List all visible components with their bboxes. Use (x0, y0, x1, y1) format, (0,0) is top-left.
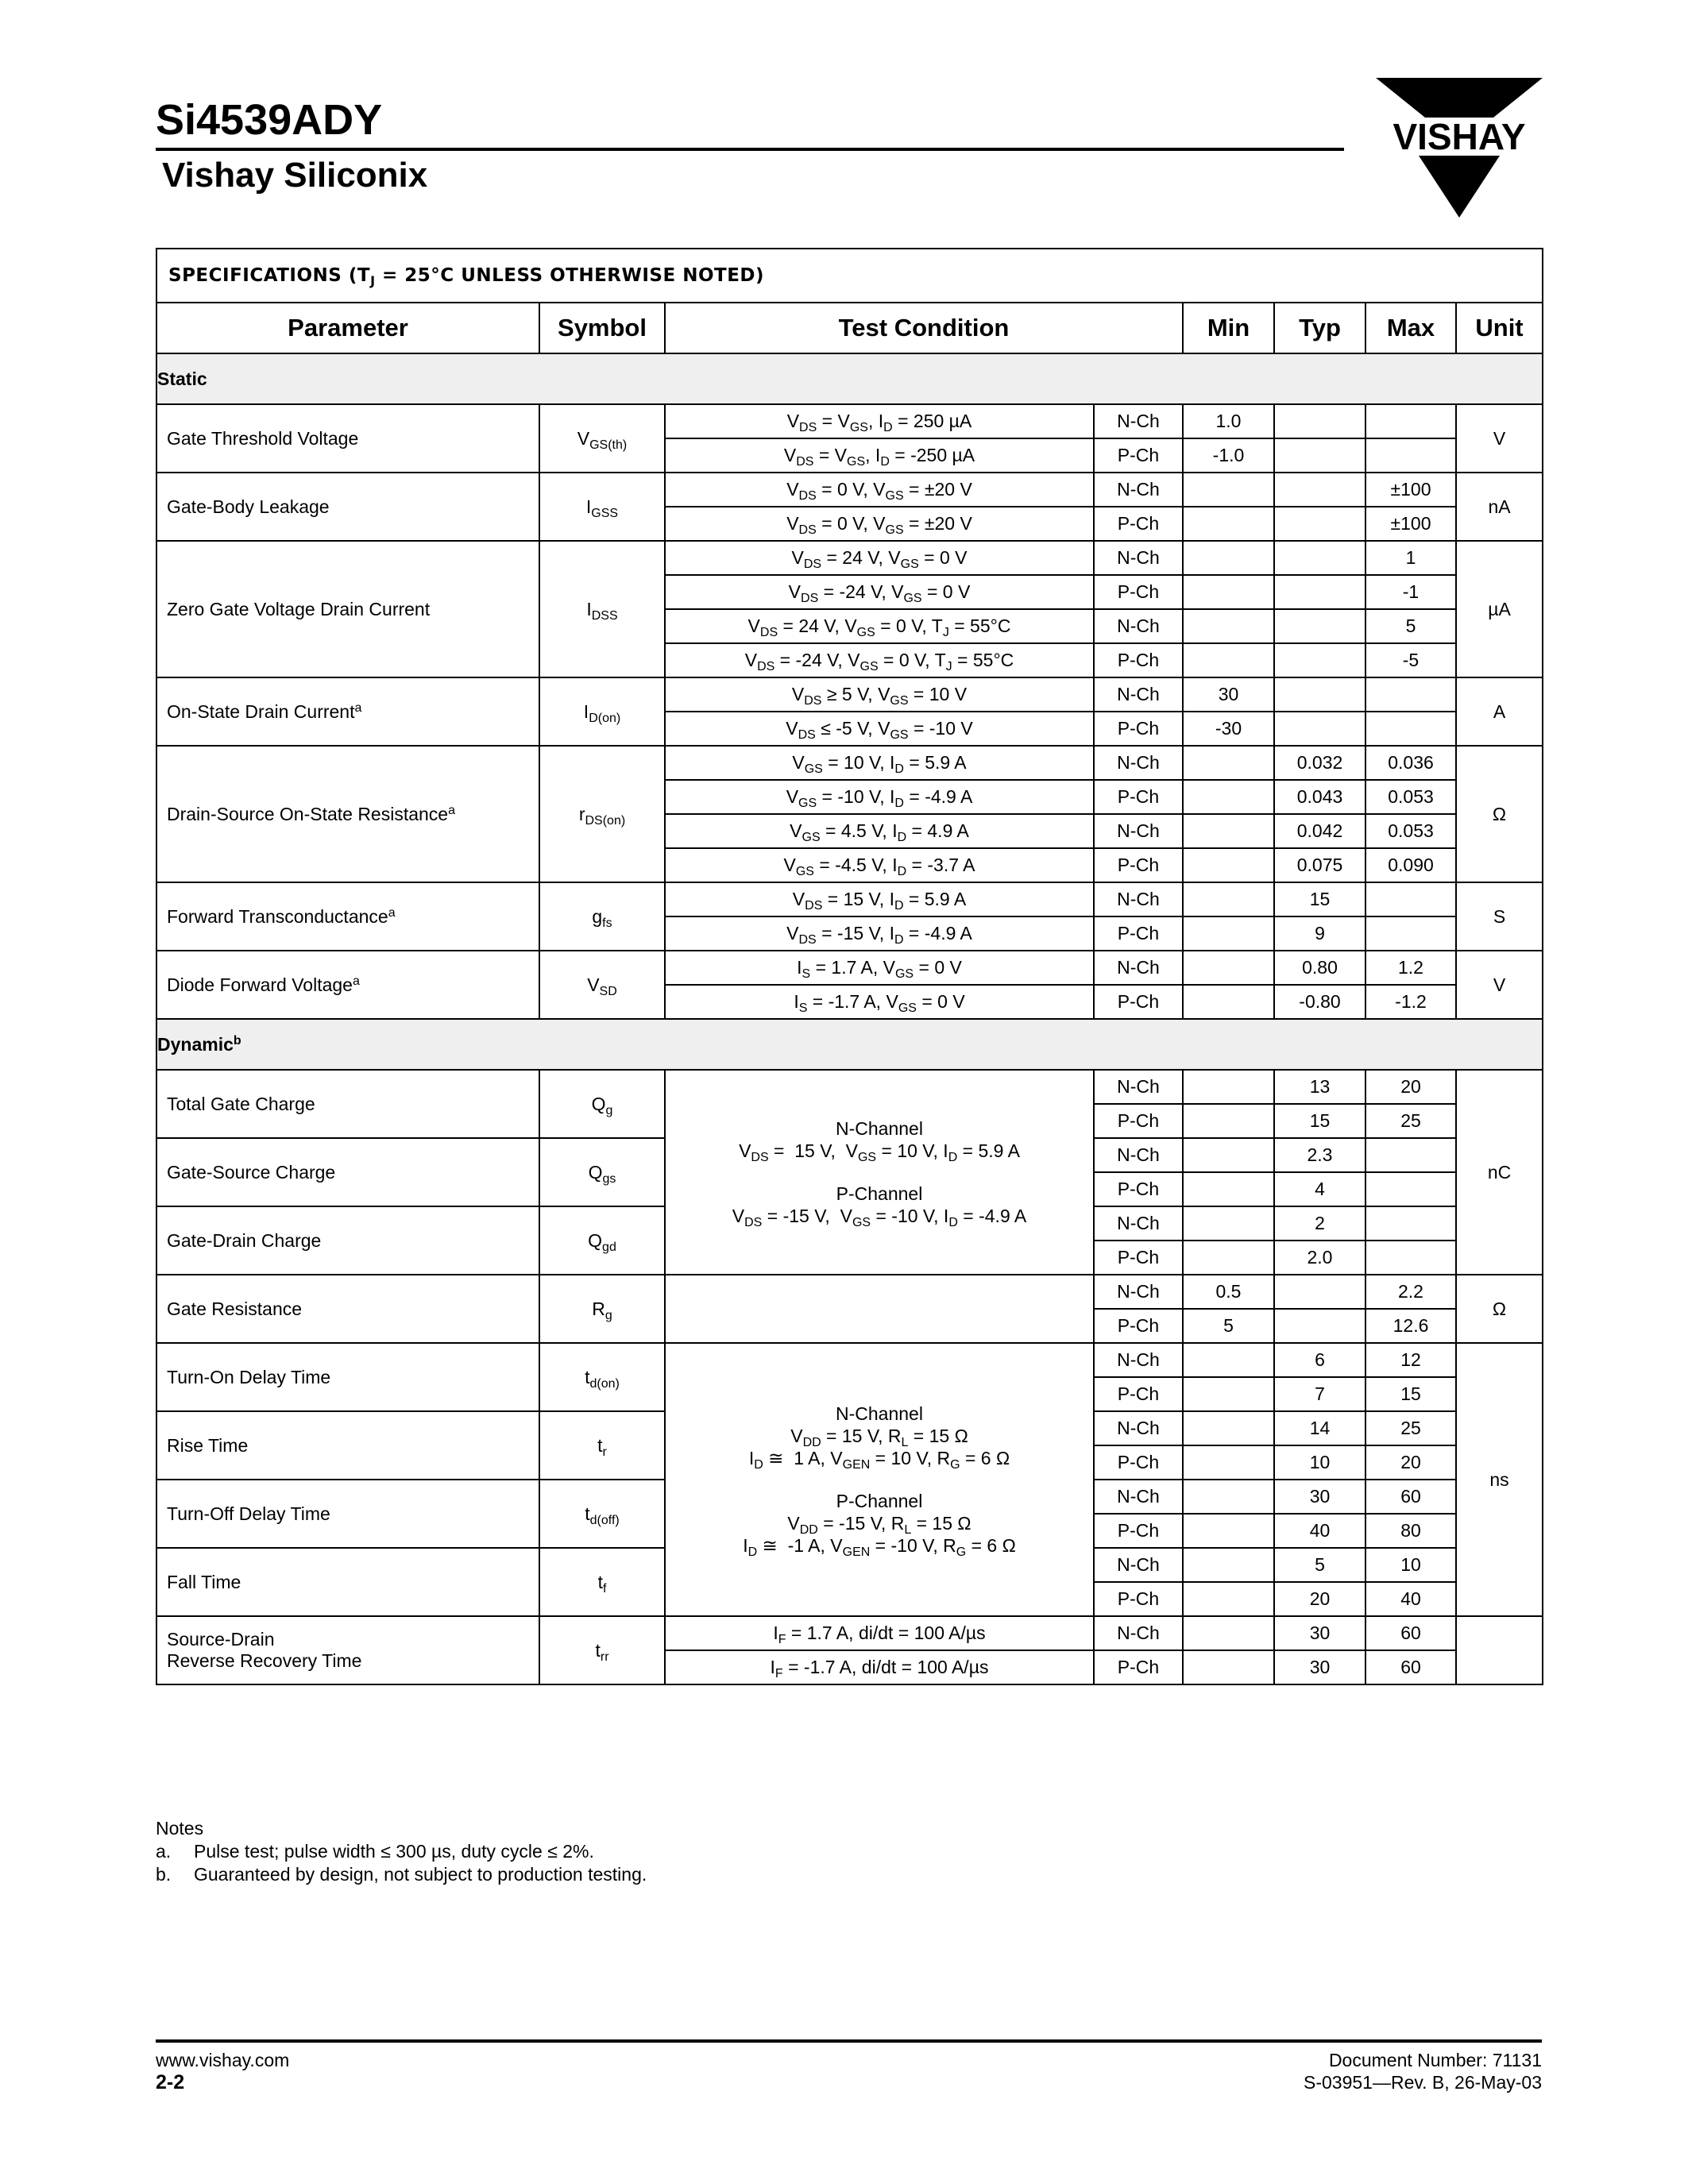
max-cell (1365, 404, 1456, 438)
max-cell: 25 (1365, 1411, 1456, 1445)
unit-cell: µA (1456, 541, 1543, 677)
symbol-cell: $r_{DS(on)}$ (539, 746, 665, 882)
channel-cell: P-Ch (1094, 1241, 1183, 1275)
typ-cell: 30 (1274, 1480, 1365, 1514)
col-parameter: Parameter (156, 303, 539, 353)
typ-cell: 0.032 (1274, 746, 1365, 780)
min-cell (1183, 1172, 1274, 1206)
condition-cell: N-Channel $V_{DD} = 15$ V, $R_L = 15$ Ω $I_D$ ≅ 1 A, $V_{GEN} = 10$ V, $R_G = 6$ Ω P-Channel $V_{DD} = -15$ V, $R_L = 15$ Ω $I_D$ ≅ -1 A, $V_{GEN} = -10$ V, $R_G = 6$ Ω (665, 1343, 1094, 1616)
max-cell: 0.053 (1365, 814, 1456, 848)
channel-cell: P-Ch (1094, 438, 1183, 473)
table-row (156, 746, 1543, 780)
min-cell (1183, 1206, 1274, 1241)
parameter-cell: Turn-Off Delay Time (156, 1480, 539, 1548)
typ-cell: 40 (1274, 1514, 1365, 1548)
table-row (156, 541, 1543, 575)
notes-heading: Notes (156, 1818, 204, 1839)
section-static-label: Static (156, 353, 1543, 404)
logo-top-band (1376, 78, 1543, 118)
channel-cell: N-Ch (1094, 541, 1183, 575)
condition-cell: $V_{DS} = 0$ V, $V_{GS} = \pm 20$ V (665, 473, 1094, 507)
channel-cell: P-Ch (1094, 643, 1183, 677)
max-cell (1365, 916, 1456, 951)
unit-cell: Ω (1456, 1275, 1543, 1343)
section-dynamic (156, 1019, 1543, 1070)
max-cell (1365, 712, 1456, 746)
unit-cell: S (1456, 882, 1543, 951)
symbol-cell: $t_{rr}$ (539, 1616, 665, 1684)
typ-cell: 7 (1274, 1377, 1365, 1411)
footer-left (156, 2049, 289, 2093)
channel-cell: P-Ch (1094, 1650, 1183, 1684)
table-title: SPECIFICATIONS ($T_J = 25^\circ C$ UNLESS OTHERWISE NOTED) (156, 249, 1543, 303)
min-cell: -1.0 (1183, 438, 1274, 473)
min-cell (1183, 1445, 1274, 1480)
footer-right (1304, 2049, 1542, 2093)
channel-cell: P-Ch (1094, 712, 1183, 746)
min-cell (1183, 575, 1274, 609)
unit-cell: V (1456, 404, 1543, 473)
max-cell: 0.090 (1365, 848, 1456, 882)
notes (156, 1817, 647, 1886)
condition-cell: $V_{GS} = 10$ V, $I_D = 5.9$ A (665, 746, 1094, 780)
parameter-cell: Gate-Source Charge (156, 1138, 539, 1206)
typ-cell: 2.3 (1274, 1138, 1365, 1172)
max-cell: 12.6 (1365, 1309, 1456, 1343)
channel-cell: N-Ch (1094, 951, 1183, 985)
parameter-cell: Total Gate Charge (156, 1070, 539, 1138)
min-cell (1183, 1616, 1274, 1650)
typ-cell: -0.80 (1274, 985, 1365, 1019)
condition-cell: $V_{DS} = V_{GS}$, $I_D = -250$ µA (665, 438, 1094, 473)
min-cell: 30 (1183, 677, 1274, 712)
condition-cell: $V_{DS} = 24$ V, $V_{GS} = 0$ V, $T_J = 55^\circ C$ (665, 609, 1094, 643)
condition-cell: $V_{DS} = 15$ V, $I_D = 5.9$ A (665, 882, 1094, 916)
min-cell (1183, 1514, 1274, 1548)
max-cell (1365, 1241, 1456, 1275)
table-row (156, 882, 1543, 916)
typ-cell (1274, 541, 1365, 575)
symbol-cell: $R_g$ (539, 1275, 665, 1343)
typ-cell (1274, 609, 1365, 643)
min-cell (1183, 1138, 1274, 1172)
typ-cell: 0.042 (1274, 814, 1365, 848)
symbol-cell: $I_{D(on)}$ (539, 677, 665, 746)
condition-cell: $V_{DS} \le -5$ V, $V_{GS} = -10$ V (665, 712, 1094, 746)
typ-cell: 20 (1274, 1582, 1365, 1616)
unit-cell: nC (1456, 1070, 1543, 1275)
max-cell: 2.2 (1365, 1275, 1456, 1309)
max-cell: -5 (1365, 643, 1456, 677)
parameter-cell: Gate-Drain Charge (156, 1206, 539, 1275)
condition-cell: $V_{DS} = 0$ V, $V_{GS} = \pm 20$ V (665, 507, 1094, 541)
unit-cell (1456, 1616, 1543, 1684)
min-cell (1183, 1241, 1274, 1275)
min-cell (1183, 1480, 1274, 1514)
min-cell (1183, 473, 1274, 507)
max-cell (1365, 677, 1456, 712)
parameter-cell: Source-Drain Reverse Recovery Time (156, 1616, 539, 1684)
max-cell: -1 (1365, 575, 1456, 609)
typ-cell: 14 (1274, 1411, 1365, 1445)
max-cell: -1.2 (1365, 985, 1456, 1019)
typ-cell (1274, 1309, 1365, 1343)
table-row (156, 677, 1543, 712)
symbol-cell: $Q_g$ (539, 1070, 665, 1138)
condition-cell: $V_{GS} = 4.5$ V, $I_D = 4.9$ A (665, 814, 1094, 848)
page-number: 2-2 (156, 2071, 185, 2093)
parameter-cell: Drain-Source On-State Resistance$^a$ (156, 746, 539, 882)
channel-cell: P-Ch (1094, 780, 1183, 814)
min-cell (1183, 814, 1274, 848)
min-cell: -30 (1183, 712, 1274, 746)
typ-cell (1274, 712, 1365, 746)
part-number: Si4539ADY (156, 96, 383, 144)
table-row (156, 951, 1543, 985)
specifications-table (156, 248, 1543, 1685)
symbol-cell: $I_{DSS}$ (539, 541, 665, 677)
max-cell: 12 (1365, 1343, 1456, 1377)
parameter-cell: Fall Time (156, 1548, 539, 1616)
min-cell (1183, 1650, 1274, 1684)
unit-cell: Ω (1456, 746, 1543, 882)
condition-cell: $I_F = -1.7$ A, di/dt = 100 A/µs (665, 1650, 1094, 1684)
min-cell (1183, 1343, 1274, 1377)
max-cell: 60 (1365, 1616, 1456, 1650)
channel-cell: N-Ch (1094, 814, 1183, 848)
channel-cell: P-Ch (1094, 1172, 1183, 1206)
col-unit: Unit (1456, 303, 1543, 353)
max-cell: 20 (1365, 1070, 1456, 1104)
min-cell: 1.0 (1183, 404, 1274, 438)
logo-text: VISHAY (1393, 116, 1526, 157)
max-cell (1365, 1138, 1456, 1172)
max-cell: 5 (1365, 609, 1456, 643)
typ-cell: 0.043 (1274, 780, 1365, 814)
channel-cell: N-Ch (1094, 609, 1183, 643)
channel-cell: P-Ch (1094, 1309, 1183, 1343)
unit-cell: nA (1456, 473, 1543, 541)
header-rule (156, 148, 1344, 151)
channel-cell: N-Ch (1094, 1411, 1183, 1445)
col-test-condition: Test Condition (665, 303, 1183, 353)
unit-cell: A (1456, 677, 1543, 746)
condition-cell: $I_S = -1.7$ A, $V_{GS} = 0$ V (665, 985, 1094, 1019)
table-header-row (156, 303, 1543, 353)
max-cell: 20 (1365, 1445, 1456, 1480)
parameter-cell: Gate-Body Leakage (156, 473, 539, 541)
typ-cell: 13 (1274, 1070, 1365, 1104)
max-cell: 1 (1365, 541, 1456, 575)
condition-cell: N-Channel $V_{DS} = 15$ V, $V_{GS} = 10$ V, $I_D = 5.9$ A P-Channel $V_{DS} = -15$ V, $V_{GS} = -10$ V, $I_D = -4.9$ A (665, 1070, 1094, 1275)
channel-cell: P-Ch (1094, 1445, 1183, 1480)
note-label: a. (156, 1841, 172, 1862)
col-typ: Typ (1274, 303, 1365, 353)
symbol-cell: $Q_{gs}$ (539, 1138, 665, 1206)
note-text: Guaranteed by design, not subject to production testing. (194, 1864, 647, 1885)
table-row (156, 1275, 1543, 1309)
min-cell (1183, 507, 1274, 541)
typ-cell: 2 (1274, 1206, 1365, 1241)
max-cell: 25 (1365, 1104, 1456, 1138)
typ-cell (1274, 507, 1365, 541)
min-cell (1183, 1582, 1274, 1616)
channel-cell: N-Ch (1094, 677, 1183, 712)
parameter-cell: Gate Threshold Voltage (156, 404, 539, 473)
table-row (156, 1070, 1543, 1104)
typ-cell: 0.80 (1274, 951, 1365, 985)
vishay-logo (1374, 76, 1544, 219)
symbol-cell: $Q_{gd}$ (539, 1206, 665, 1275)
note-label: b. (156, 1864, 172, 1885)
condition-cell: $V_{DS} = V_{GS}$, $I_D = 250$ µA (665, 404, 1094, 438)
logo-triangle (1419, 156, 1500, 218)
parameter-cell: Rise Time (156, 1411, 539, 1480)
channel-cell: P-Ch (1094, 916, 1183, 951)
min-cell (1183, 1377, 1274, 1411)
col-symbol: Symbol (539, 303, 665, 353)
col-max: Max (1365, 303, 1456, 353)
max-cell (1365, 1206, 1456, 1241)
table-row (156, 1616, 1543, 1650)
unit-cell: V (1456, 951, 1543, 1019)
table-row (156, 1343, 1543, 1377)
typ-cell: 4 (1274, 1172, 1365, 1206)
note-a (156, 1840, 647, 1863)
channel-cell: P-Ch (1094, 1514, 1183, 1548)
condition-cell: $V_{DS} \ge 5$ V, $V_{GS} = 10$ V (665, 677, 1094, 712)
symbol-cell: $t_r$ (539, 1411, 665, 1480)
table-row (156, 473, 1543, 507)
channel-cell: P-Ch (1094, 1377, 1183, 1411)
symbol-cell: $t_{d(on)}$ (539, 1343, 665, 1411)
channel-cell: N-Ch (1094, 882, 1183, 916)
channel-cell: N-Ch (1094, 1206, 1183, 1241)
max-cell: 80 (1365, 1514, 1456, 1548)
company-name: Vishay Siliconix (162, 156, 428, 195)
typ-cell: 10 (1274, 1445, 1365, 1480)
channel-cell: N-Ch (1094, 1616, 1183, 1650)
min-cell (1183, 1548, 1274, 1582)
max-cell: 10 (1365, 1548, 1456, 1582)
channel-cell: P-Ch (1094, 507, 1183, 541)
channel-cell: P-Ch (1094, 985, 1183, 1019)
col-min: Min (1183, 303, 1274, 353)
min-cell (1183, 951, 1274, 985)
typ-cell: 6 (1274, 1343, 1365, 1377)
min-cell (1183, 1070, 1274, 1104)
typ-cell (1274, 575, 1365, 609)
condition-cell: $V_{GS} = -10$ V, $I_D = -4.9$ A (665, 780, 1094, 814)
condition-cell: $I_F = 1.7$ A, di/dt = 100 A/µs (665, 1616, 1094, 1650)
parameter-cell: Gate Resistance (156, 1275, 539, 1343)
max-cell: 15 (1365, 1377, 1456, 1411)
parameter-cell: On-State Drain Current$^a$ (156, 677, 539, 746)
condition-cell: $V_{DS} = -15$ V, $I_D = -4.9$ A (665, 916, 1094, 951)
channel-cell: P-Ch (1094, 1104, 1183, 1138)
parameter-cell: Forward Transconductance$^a$ (156, 882, 539, 951)
table-row (156, 404, 1543, 438)
channel-cell: N-Ch (1094, 1548, 1183, 1582)
note-b (156, 1863, 647, 1886)
typ-cell: 2.0 (1274, 1241, 1365, 1275)
typ-cell: 15 (1274, 1104, 1365, 1138)
min-cell: 0.5 (1183, 1275, 1274, 1309)
max-cell (1365, 882, 1456, 916)
min-cell (1183, 882, 1274, 916)
note-text: Pulse test; pulse width ≤ 300 µs, duty cycle ≤ 2%. (194, 1841, 594, 1862)
max-cell: 1.2 (1365, 951, 1456, 985)
section-dynamic-label: Dynamic$^b$ (156, 1019, 1543, 1070)
typ-cell: 15 (1274, 882, 1365, 916)
parameter-cell: Diode Forward Voltage$^a$ (156, 951, 539, 1019)
symbol-cell: $t_f$ (539, 1548, 665, 1616)
max-cell: 60 (1365, 1650, 1456, 1684)
condition-cell: $V_{GS} = -4.5$ V, $I_D = -3.7$ A (665, 848, 1094, 882)
channel-cell: N-Ch (1094, 1138, 1183, 1172)
typ-cell (1274, 643, 1365, 677)
condition-cell: $V_{DS} = 24$ V, $V_{GS} = 0$ V (665, 541, 1094, 575)
min-cell: 5 (1183, 1309, 1274, 1343)
min-cell (1183, 916, 1274, 951)
footer-website[interactable]: www.vishay.com (156, 2050, 290, 2070)
channel-cell: N-Ch (1094, 1480, 1183, 1514)
symbol-cell: $V_{GS(th)}$ (539, 404, 665, 473)
channel-cell: P-Ch (1094, 575, 1183, 609)
symbol-cell: $V_{SD}$ (539, 951, 665, 1019)
condition-cell (665, 1275, 1094, 1343)
condition-cell: $V_{DS} = -24$ V, $V_{GS} = 0$ V (665, 575, 1094, 609)
typ-cell (1274, 404, 1365, 438)
max-cell: ±100 (1365, 473, 1456, 507)
typ-cell (1274, 1275, 1365, 1309)
footer-rule (156, 2039, 1542, 2043)
max-cell: 0.053 (1365, 780, 1456, 814)
min-cell (1183, 1104, 1274, 1138)
min-cell (1183, 541, 1274, 575)
condition-cell: $V_{DS} = -24$ V, $V_{GS} = 0$ V, $T_J = 55^\circ C$ (665, 643, 1094, 677)
channel-cell: N-Ch (1094, 1070, 1183, 1104)
min-cell (1183, 1411, 1274, 1445)
max-cell (1365, 438, 1456, 473)
min-cell (1183, 746, 1274, 780)
typ-cell (1274, 677, 1365, 712)
document-number: Document Number: 71131 (1328, 2050, 1542, 2070)
typ-cell (1274, 473, 1365, 507)
max-cell: 40 (1365, 1582, 1456, 1616)
min-cell (1183, 643, 1274, 677)
channel-cell: P-Ch (1094, 1582, 1183, 1616)
channel-cell: N-Ch (1094, 404, 1183, 438)
typ-cell: 5 (1274, 1548, 1365, 1582)
section-static (156, 353, 1543, 404)
max-cell: 0.036 (1365, 746, 1456, 780)
channel-cell: N-Ch (1094, 1343, 1183, 1377)
typ-cell: 30 (1274, 1650, 1365, 1684)
unit-cell: ns (1456, 1343, 1543, 1616)
max-cell (1365, 1172, 1456, 1206)
symbol-cell: $t_{d(off)}$ (539, 1480, 665, 1548)
symbol-cell: $g_{fs}$ (539, 882, 665, 951)
parameter-cell: Turn-On Delay Time (156, 1343, 539, 1411)
typ-cell: 9 (1274, 916, 1365, 951)
symbol-cell: $I_{GSS}$ (539, 473, 665, 541)
condition-cell: $I_S = 1.7$ A, $V_{GS} = 0$ V (665, 951, 1094, 985)
max-cell: 60 (1365, 1480, 1456, 1514)
channel-cell: N-Ch (1094, 473, 1183, 507)
min-cell (1183, 609, 1274, 643)
min-cell (1183, 985, 1274, 1019)
parameter-cell: Zero Gate Voltage Drain Current (156, 541, 539, 677)
channel-cell: N-Ch (1094, 1275, 1183, 1309)
typ-cell: 30 (1274, 1616, 1365, 1650)
channel-cell: N-Ch (1094, 746, 1183, 780)
channel-cell: P-Ch (1094, 848, 1183, 882)
revision: S-03951—Rev. B, 26-May-03 (1304, 2072, 1542, 2093)
min-cell (1183, 780, 1274, 814)
max-cell: ±100 (1365, 507, 1456, 541)
typ-cell: 0.075 (1274, 848, 1365, 882)
min-cell (1183, 848, 1274, 882)
typ-cell (1274, 438, 1365, 473)
